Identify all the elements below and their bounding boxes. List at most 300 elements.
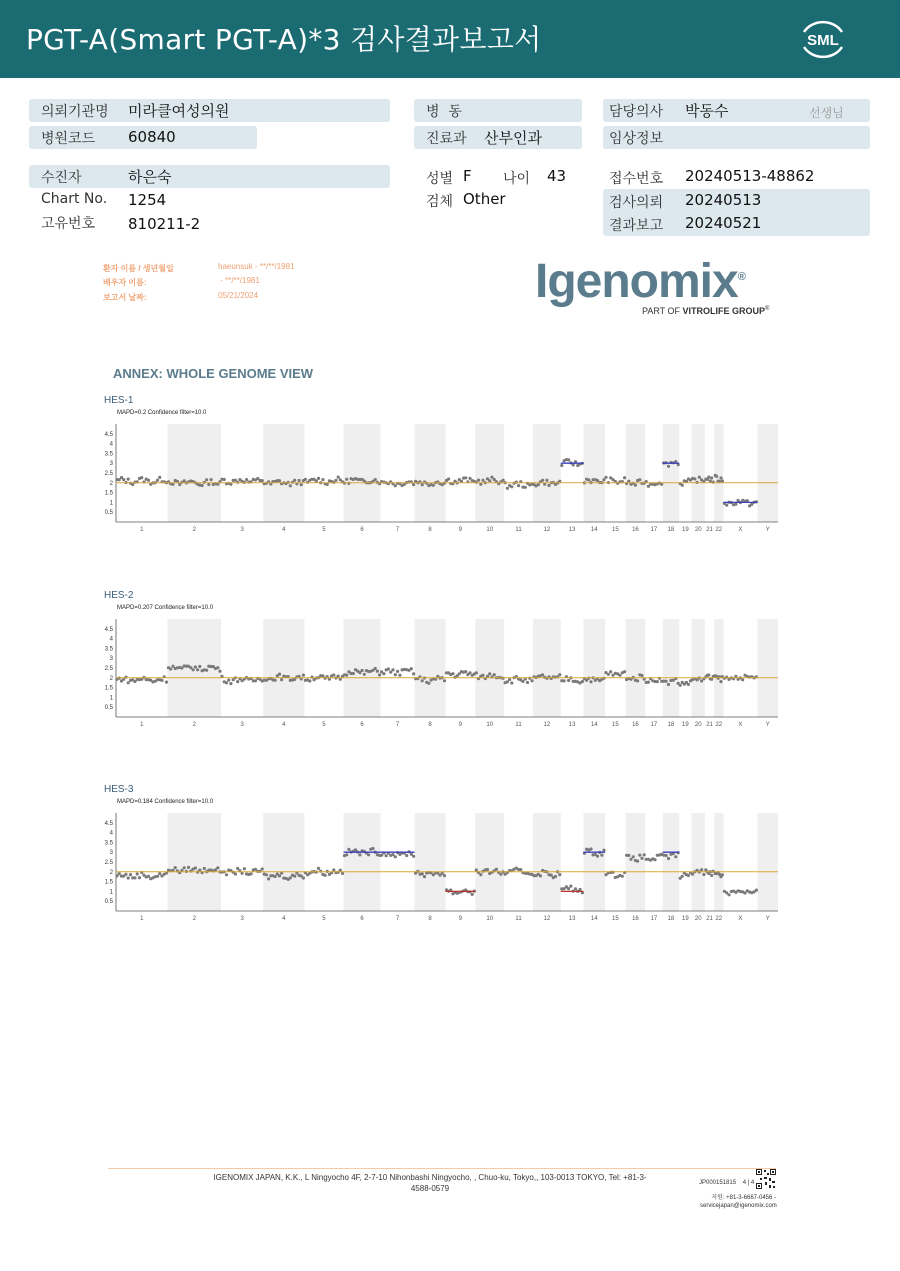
copy-number-point	[205, 669, 208, 672]
x-tick-label: 21	[706, 916, 713, 922]
copy-number-point	[158, 872, 161, 875]
copy-number-point	[541, 673, 544, 676]
sex-value: F	[463, 167, 472, 185]
copy-number-point	[581, 680, 584, 683]
copy-number-point	[623, 476, 626, 479]
y-tick-label: 4.5	[104, 431, 113, 438]
ig-patient-value: haeunsuk - **/**/1981	[218, 262, 295, 271]
copy-number-point	[658, 677, 661, 680]
copy-number-point	[280, 678, 283, 681]
chromosome-band	[626, 424, 646, 522]
copy-number-point	[127, 681, 130, 684]
chart-1-title: HES-1	[104, 395, 134, 406]
chromosome-band	[415, 813, 446, 911]
copy-number-point	[225, 681, 228, 684]
copy-number-point	[602, 849, 605, 852]
chromosome-band	[714, 813, 723, 911]
footer-code: JP000151815 4 | 4	[699, 1180, 755, 1186]
copy-number-point	[337, 476, 340, 479]
copy-number-point	[187, 866, 190, 869]
copy-number-point	[347, 848, 350, 851]
copy-number-point	[521, 680, 524, 683]
copy-number-point	[464, 476, 467, 479]
chromosome-band	[263, 424, 304, 522]
copy-number-point	[502, 677, 505, 680]
y-tick-label: 4	[109, 636, 113, 643]
copy-number-point	[374, 667, 377, 670]
copy-number-point	[216, 866, 219, 869]
request-value: 20240513	[685, 191, 762, 209]
copy-number-point	[201, 484, 204, 487]
copy-number-point	[412, 672, 415, 675]
copy-number-point	[567, 887, 570, 890]
age-label: 나이	[503, 171, 531, 187]
id-label: 고유번호	[41, 216, 96, 232]
copy-number-point	[378, 673, 381, 676]
copy-number-point	[412, 483, 415, 486]
doctor-value: 박동수	[685, 102, 729, 120]
copy-number-point	[691, 873, 694, 876]
y-tick-label: 2	[109, 675, 113, 682]
copy-number-point	[741, 678, 744, 681]
copy-number-point	[147, 875, 150, 878]
copy-number-point	[524, 486, 527, 489]
copy-number-point	[156, 875, 159, 878]
specimen-value: Other	[463, 190, 506, 208]
copy-number-point	[656, 680, 659, 683]
x-tick-label: 5	[322, 527, 326, 533]
copy-number-point	[210, 478, 213, 481]
copy-number-point	[479, 873, 482, 876]
copy-number-point	[627, 854, 630, 857]
x-tick-label: 18	[667, 722, 675, 728]
copy-number-point	[203, 867, 206, 870]
copy-number-point	[293, 479, 296, 482]
chromosome-band	[663, 619, 679, 717]
sml-logo-text: SML	[807, 32, 839, 49]
copy-number-point	[317, 867, 320, 870]
copy-number-point	[127, 478, 130, 481]
x-tick-label: 22	[715, 916, 723, 922]
copy-number-point	[587, 478, 590, 481]
x-tick-label: 8	[428, 916, 432, 922]
x-tick-label: 16	[632, 916, 639, 922]
x-tick-label: 9	[458, 916, 463, 922]
copy-number-point	[464, 670, 467, 673]
copy-number-point	[423, 875, 426, 878]
copy-number-point	[218, 670, 221, 673]
x-tick-label: Y	[765, 527, 770, 533]
chromosome-band	[714, 619, 723, 717]
copy-number-point	[194, 866, 197, 869]
copy-number-point	[681, 484, 684, 487]
copy-number-point	[127, 876, 130, 879]
copy-number-point	[261, 479, 264, 482]
copy-number-point	[345, 853, 348, 856]
y-tick-label: 3.5	[104, 840, 113, 847]
chromosome-band	[757, 619, 778, 717]
copy-number-point	[589, 680, 592, 683]
x-tick-label: 13	[568, 527, 576, 533]
dept-label: 진료과	[426, 131, 467, 147]
x-tick-label: 19	[681, 722, 689, 728]
copy-number-point	[367, 853, 370, 856]
y-tick-label: 3	[109, 656, 113, 663]
copy-number-point	[223, 478, 226, 481]
copy-number-point	[198, 869, 201, 872]
copy-number-point	[289, 484, 292, 487]
copy-number-point	[589, 847, 592, 850]
copy-number-point	[374, 478, 377, 481]
doctor-label: 담당의사	[609, 104, 664, 120]
copy-number-point	[550, 874, 553, 877]
footer-divider	[108, 1168, 776, 1169]
y-tick-label: 3.5	[104, 646, 113, 653]
x-tick-label: 2	[192, 527, 196, 533]
x-tick-label: 8	[428, 527, 432, 533]
copy-number-point	[387, 667, 390, 670]
copy-number-point	[558, 673, 561, 676]
patient-label: 수진자	[41, 170, 82, 186]
igenomix-subtitle	[642, 306, 769, 316]
copy-number-point	[681, 875, 684, 878]
copy-number-point	[609, 670, 612, 673]
copy-number-point	[412, 855, 415, 858]
copy-number-point	[427, 682, 430, 685]
chromosome-band	[757, 424, 778, 522]
copy-number-point	[225, 873, 228, 876]
chromosome-band	[692, 619, 705, 717]
x-tick-label: 7	[395, 916, 400, 922]
x-tick-label: 19	[681, 527, 689, 533]
x-tick-label: 16	[632, 722, 639, 728]
copy-number-point	[517, 484, 520, 487]
copy-number-point	[574, 887, 577, 890]
y-tick-label: 0.5	[104, 510, 113, 517]
copy-number-point	[267, 877, 270, 880]
copy-number-point	[725, 504, 728, 507]
copy-number-point	[334, 479, 337, 482]
copy-number-point	[133, 876, 136, 879]
x-tick-label: 8	[428, 722, 432, 728]
sex-label: 성별	[426, 171, 454, 187]
age-value: 43	[547, 167, 567, 185]
copy-number-point	[229, 682, 232, 685]
copy-number-point	[443, 679, 446, 682]
y-tick-label: 2.5	[104, 666, 113, 672]
copy-number-point	[486, 868, 489, 871]
patient-bar	[29, 165, 390, 188]
copy-number-point	[361, 669, 364, 672]
copy-number-point	[147, 479, 150, 482]
copy-number-point	[702, 873, 705, 876]
ig-partner-value: - **/**/1981	[218, 276, 260, 285]
copy-number-point	[394, 855, 397, 858]
copy-number-point	[621, 875, 624, 878]
x-tick-label: 11	[515, 722, 522, 728]
copy-number-point	[451, 672, 454, 675]
report-label: 결과보고	[609, 218, 664, 234]
hospital-code-label: 병원코드	[41, 131, 96, 147]
copy-number-point	[421, 679, 424, 682]
copy-number-point	[129, 873, 132, 876]
copy-number-point	[488, 479, 491, 482]
x-tick-label: 12	[543, 722, 551, 728]
chart-3	[100, 807, 790, 927]
copy-number-point	[510, 681, 513, 684]
y-tick-label: 1.5	[104, 490, 113, 497]
chart-2-subtitle: MAPD=0.207 Confidence filter=10.0	[117, 605, 214, 611]
x-tick-label: 12	[543, 527, 551, 533]
copy-number-point	[321, 674, 324, 677]
copy-number-point	[636, 679, 639, 682]
x-tick-label: 2	[192, 916, 196, 922]
institution-label: 의뢰기관명	[41, 104, 109, 120]
dept-value: 산부인과	[484, 129, 542, 147]
x-tick-label: 6	[360, 916, 364, 922]
copy-number-point	[634, 484, 637, 487]
copy-number-point	[468, 671, 471, 674]
copy-number-point	[647, 681, 650, 684]
copy-number-point	[755, 889, 758, 892]
footer-contact-phone: 지원: +81-3-6667-0456 -	[711, 1195, 776, 1201]
x-tick-label: 15	[611, 527, 619, 533]
y-tick-label: 4.5	[104, 626, 113, 633]
copy-number-point	[560, 464, 563, 467]
x-tick-label: X	[738, 916, 743, 922]
x-tick-label: 1	[140, 527, 144, 533]
copy-number-point	[396, 670, 399, 673]
receipt-label: 접수번호	[609, 171, 664, 187]
copy-number-point	[131, 483, 134, 486]
chromosome-band	[415, 424, 446, 522]
copy-number-point	[394, 484, 397, 487]
copy-number-point	[569, 885, 572, 888]
chromosome-band	[263, 813, 304, 911]
copy-number-point	[158, 476, 161, 479]
copy-number-point	[261, 867, 264, 870]
copy-number-point	[638, 478, 641, 481]
copy-number-point	[169, 667, 172, 670]
copy-number-point	[530, 679, 533, 682]
copy-number-point	[254, 679, 257, 682]
copy-number-point	[317, 477, 320, 480]
x-tick-label: 14	[590, 916, 598, 922]
x-tick-label: 1	[140, 722, 144, 728]
copy-number-point	[710, 476, 713, 479]
copy-number-point	[539, 874, 542, 877]
copy-number-point	[519, 868, 522, 871]
y-tick-label: 3.5	[104, 451, 113, 458]
y-tick-label: 3	[109, 850, 113, 857]
copy-number-point	[488, 672, 491, 675]
x-tick-label: 20	[694, 722, 702, 728]
chromosome-band	[475, 813, 504, 911]
chromosome-band	[475, 424, 504, 522]
copy-number-point	[298, 479, 301, 482]
copy-number-point	[345, 478, 348, 481]
copy-number-point	[391, 668, 394, 671]
specimen-label: 검체	[426, 194, 454, 210]
copy-number-point	[623, 670, 626, 673]
copy-number-point	[265, 873, 268, 876]
copy-number-point	[196, 668, 199, 671]
x-tick-label: 7	[395, 527, 400, 533]
x-tick-label: Y	[765, 722, 770, 728]
copy-number-point	[495, 868, 498, 871]
copy-number-point	[183, 866, 186, 869]
copy-number-point	[165, 681, 168, 684]
chart-2-title: HES-2	[104, 590, 134, 601]
x-tick-label: 19	[681, 916, 689, 922]
copy-number-point	[698, 476, 701, 479]
y-tick-label: 0.5	[104, 705, 113, 712]
x-tick-label: 3	[240, 527, 244, 533]
ward-label: 병 동	[426, 104, 462, 120]
copy-number-point	[477, 479, 480, 482]
copy-number-point	[250, 872, 253, 875]
x-tick-label: 15	[611, 916, 619, 922]
y-tick-label: 4	[109, 441, 113, 448]
copy-number-point	[665, 854, 668, 857]
copy-number-point	[274, 679, 277, 682]
chart-3-title: HES-3	[104, 784, 134, 795]
copy-number-point	[337, 675, 340, 678]
ig-patient-label: 환자 이름 / 생년월일	[103, 264, 174, 273]
copy-number-point	[721, 479, 724, 482]
y-tick-label: 3	[109, 461, 113, 468]
copy-number-point	[596, 855, 599, 858]
x-tick-label: 21	[706, 722, 713, 728]
x-tick-label: 10	[486, 527, 494, 533]
chromosome-band	[533, 813, 561, 911]
hospital-code-value: 60840	[128, 128, 176, 146]
copy-number-point	[205, 478, 208, 481]
copy-number-point	[545, 479, 548, 482]
copy-number-point	[667, 857, 670, 860]
x-tick-label: 2	[192, 722, 196, 728]
copy-number-point	[667, 683, 670, 686]
copy-number-point	[194, 665, 197, 668]
copy-number-point	[508, 678, 511, 681]
chart-3-subtitle: MAPD=0.184 Confidence filter=10.0	[117, 799, 214, 805]
x-tick-label: 22	[715, 722, 723, 728]
report-value: 20240521	[685, 214, 762, 232]
copy-number-point	[236, 481, 239, 484]
copy-number-point	[243, 867, 246, 870]
copy-number-point	[636, 860, 639, 863]
x-tick-label: 16	[632, 527, 639, 533]
chromosome-band	[344, 813, 381, 911]
copy-number-point	[447, 477, 450, 480]
copy-number-point	[640, 857, 643, 860]
copy-number-point	[443, 874, 446, 877]
chart-2	[100, 613, 790, 733]
copy-number-point	[710, 874, 713, 877]
x-tick-label: 18	[667, 527, 675, 533]
chromosome-band	[626, 619, 646, 717]
copy-number-point	[385, 854, 388, 857]
copy-number-point	[707, 476, 710, 479]
copy-number-point	[332, 673, 335, 676]
copy-number-point	[302, 674, 305, 677]
copy-number-point	[289, 876, 292, 879]
footer-address-line-2: 4588-0579	[410, 1184, 450, 1193]
chromosome-band	[663, 813, 679, 911]
copy-number-point	[709, 480, 712, 483]
chromosome-band	[344, 424, 381, 522]
copy-number-point	[324, 874, 327, 877]
x-tick-label: 6	[360, 527, 364, 533]
y-tick-label: 4.5	[104, 820, 113, 827]
x-tick-label: 3	[240, 916, 244, 922]
copy-number-point	[502, 479, 505, 482]
x-tick-label: 12	[543, 916, 551, 922]
x-tick-label: 20	[694, 527, 702, 533]
x-tick-label: 13	[568, 916, 576, 922]
igenomix-sub-brand: VITROLIFE GROUP	[682, 306, 766, 316]
y-tick-label: 2	[109, 869, 113, 876]
chart-value: 1254	[128, 191, 167, 209]
copy-number-point	[234, 872, 237, 875]
ig-date-value: 05/21/2024	[218, 291, 259, 300]
copy-number-point	[371, 847, 374, 850]
copy-number-point	[358, 853, 361, 856]
footer-contact	[700, 1194, 776, 1210]
chart-label: Chart No.	[41, 191, 108, 207]
x-tick-label: 10	[486, 916, 494, 922]
copy-number-point	[715, 475, 718, 478]
x-tick-label: 1	[140, 916, 144, 922]
igenomix-logo	[535, 254, 745, 309]
igenomix-sub-tm: ®	[765, 306, 770, 312]
y-tick-label: 0.5	[104, 899, 113, 906]
x-tick-label: 7	[395, 722, 400, 728]
copy-number-point	[618, 674, 621, 677]
copy-number-point	[432, 484, 435, 487]
copy-number-point	[558, 873, 561, 876]
x-tick-label: 11	[515, 916, 522, 922]
copy-number-point	[192, 668, 195, 671]
copy-number-point	[481, 674, 484, 677]
copy-number-point	[216, 666, 219, 669]
x-tick-label: 21	[706, 527, 713, 533]
copy-number-point	[653, 858, 656, 861]
copy-number-point	[363, 673, 366, 676]
x-tick-label: 3	[240, 722, 244, 728]
copy-number-point	[719, 680, 722, 683]
copy-number-point	[607, 673, 610, 676]
copy-number-point	[245, 478, 248, 481]
chromosome-band	[583, 619, 605, 717]
copy-number-point	[160, 679, 163, 682]
y-tick-label: 1.5	[104, 685, 113, 692]
copy-number-point	[563, 679, 566, 682]
copy-number-point	[278, 874, 281, 877]
igenomix-logo-text: Igenomix	[535, 255, 738, 308]
chromosome-band	[692, 813, 705, 911]
chromosome-band	[533, 424, 561, 522]
x-tick-label: 20	[694, 916, 702, 922]
ig-partner-label: 배우자 이름:	[103, 278, 147, 287]
copy-number-point	[274, 875, 277, 878]
copy-number-point	[506, 680, 509, 683]
copy-number-point	[707, 673, 710, 676]
chromosome-band	[692, 424, 705, 522]
copy-number-point	[679, 684, 682, 687]
copy-number-point	[332, 868, 335, 871]
copy-number-point	[398, 674, 401, 677]
